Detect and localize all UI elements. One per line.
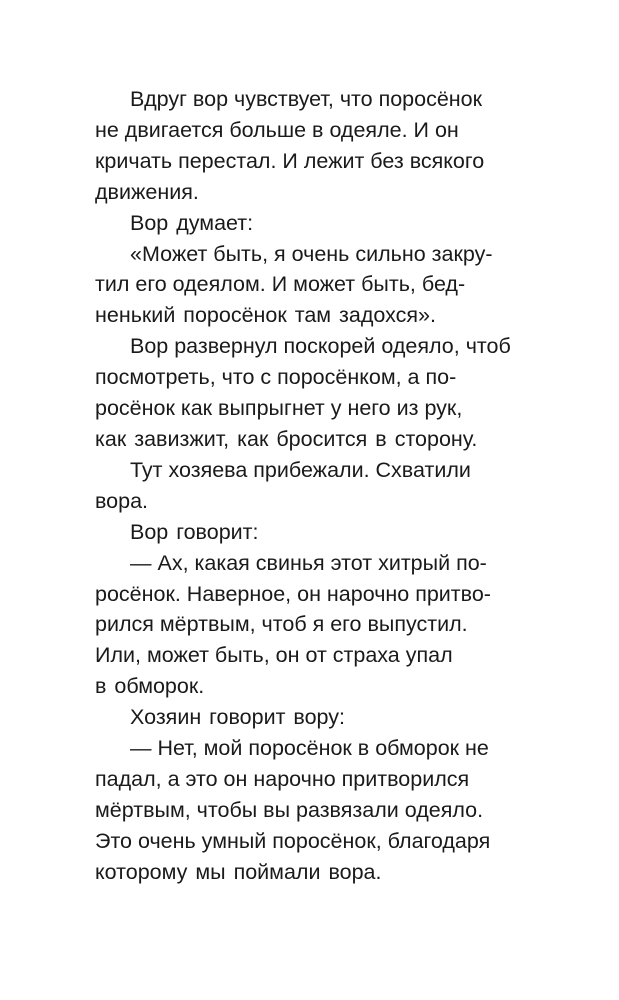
paragraph — [95, 208, 553, 239]
text-line: в обморок. — [95, 674, 205, 699]
text-line: которому мы поймали вора. — [95, 859, 382, 884]
text-line: как завизжит, как бросится в сторону. — [95, 426, 478, 451]
text-line: Хозяин говорит вору: — [130, 705, 346, 730]
text-line: «Может быть, я очень сильно закру- — [130, 241, 493, 266]
text-line: рился мёртвым, чтоб я его выпустил. — [95, 612, 468, 637]
text-line: Вор говорит: — [130, 519, 259, 544]
paragraph — [95, 702, 553, 733]
paragraph — [95, 455, 553, 517]
paragraph — [95, 239, 553, 332]
text-line: Вдруг вор чувствует, что поросёнок — [130, 87, 483, 111]
page-body — [95, 84, 553, 888]
text-line: падал, а это он нарочно притворился — [95, 766, 470, 791]
paragraph — [95, 517, 553, 548]
text-line: движения. — [95, 179, 199, 204]
text-line: не двигается больше в одеяле. И он — [95, 117, 459, 142]
text-line: посмотреть, что с поросёнком, а по- — [95, 365, 457, 390]
paragraph — [95, 84, 553, 208]
text-line: ненький поросёнок там задохся». — [95, 303, 436, 328]
text-line: Вор развернул поскорей одеяло, чтоб — [130, 334, 511, 359]
text-line: вора. — [95, 488, 149, 513]
text-line: — Нет, мой поросёнок в обморок не — [130, 736, 489, 761]
text-line: росёнок как выпрыгнет у него из рук, — [95, 396, 463, 421]
text-line: — Ах, какая свинья этот хитрый по- — [130, 550, 487, 575]
paragraph — [95, 331, 553, 455]
text-line: Это очень умный поросёнок, благодаря — [95, 828, 491, 853]
text-line: Или, может быть, он от страха упал — [95, 643, 453, 668]
paragraph — [95, 548, 553, 703]
text-line: кричать перестал. И лежит без всякого — [95, 148, 485, 173]
paragraph — [95, 733, 553, 888]
text-line: мёртвым, чтобы вы развязали одеяло. — [95, 797, 484, 822]
text-line: Вор думает: — [130, 210, 254, 235]
text-line: росёнок. Наверное, он нарочно притво- — [95, 581, 491, 606]
text-line: Тут хозяева прибежали. Схватили — [130, 457, 471, 482]
text-line: тил его одеялом. И может быть, бед- — [95, 272, 466, 297]
